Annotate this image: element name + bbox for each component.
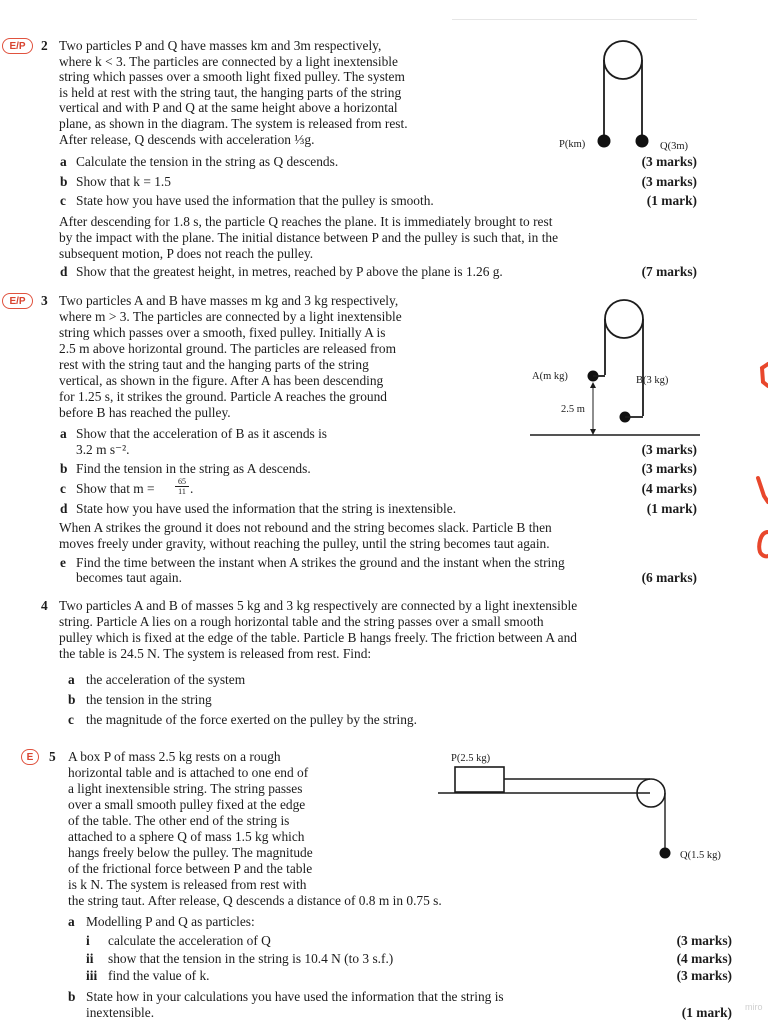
subpart-text: find the value of k. bbox=[108, 968, 210, 983]
subpart-numeral: ii bbox=[86, 951, 94, 966]
pulley-diagram bbox=[520, 290, 710, 440]
question-text-line: where m > 3. The particles are connected by a light inextensible bbox=[59, 309, 402, 324]
question-text-line: After release, Q descends with acceleration ⅓g. bbox=[59, 131, 315, 147]
part-letter: c bbox=[60, 481, 66, 496]
fraction-numerator: 65 bbox=[178, 477, 186, 486]
question-text-line: is held at rest with the string taut, the hanging parts of the string bbox=[59, 84, 402, 100]
part-letter: b bbox=[68, 989, 76, 1004]
question-text-line: for 1.25 s, it strikes the ground. Particle A reaches the ground bbox=[59, 389, 387, 404]
part-text: 3.2 m s⁻². bbox=[76, 442, 130, 457]
marks: (3 marks) bbox=[641, 442, 697, 457]
question-text-line: Two particles P and Q have masses km and 3m respectively, bbox=[59, 38, 382, 53]
marks: (3 marks) bbox=[676, 933, 732, 948]
question-text-line: the table is 24.5 N. The system is released from rest. Find: bbox=[59, 646, 372, 661]
part-text: the tension in the string bbox=[86, 692, 212, 707]
part-text: Show that the acceleration of B as it ascends is bbox=[76, 426, 328, 441]
part-text: Show that k = 1.5 bbox=[76, 174, 171, 189]
question-text-line: where k < 3. The particles are connected by a light inextensible bbox=[59, 53, 398, 69]
marks: (4 marks) bbox=[641, 481, 697, 496]
pulley-wheel bbox=[605, 300, 643, 338]
marks: (4 marks) bbox=[676, 951, 732, 966]
label-p: P(2.5 kg) bbox=[451, 753, 491, 764]
question-text-line: Two particles A and B of masses 5 kg and 3 kg respectively are connected by a light inextensible bbox=[59, 598, 578, 613]
question-number: 5 bbox=[49, 749, 56, 764]
question-text-line: When A strikes the ground it does not rebound and the string becomes slack. Particle B then bbox=[59, 520, 552, 535]
box-p bbox=[455, 767, 504, 792]
part-letter: b bbox=[68, 692, 76, 707]
table-pulley-diagram bbox=[430, 760, 680, 860]
marks: (3 marks) bbox=[641, 174, 697, 189]
marks: (3 marks) bbox=[641, 154, 697, 169]
sphere-q bbox=[660, 848, 671, 859]
part-letter: a bbox=[60, 154, 67, 169]
question-text-line: Two particles A and B have masses m kg and 3 kg respectively, bbox=[59, 293, 399, 308]
pulley-diagram bbox=[590, 36, 660, 156]
part-text: the acceleration of the system bbox=[86, 672, 246, 687]
label-q: Q(3m) bbox=[660, 141, 688, 152]
part-text: Show that the greatest height, in metres, reached by P above the plane is 1.26 g. bbox=[76, 264, 503, 279]
marks: (6 marks) bbox=[641, 570, 697, 585]
question-number: 2 bbox=[41, 38, 48, 53]
top-rule bbox=[452, 19, 697, 20]
marks: (1 mark) bbox=[646, 501, 697, 516]
marks: (1 mark) bbox=[646, 193, 697, 208]
question-text-line: a light inextensible string. The string passes bbox=[68, 781, 303, 796]
part-letter: b bbox=[60, 461, 68, 476]
marks: (1 mark) bbox=[681, 1005, 732, 1020]
question-text-line: string. Particle A lies on a rough horizontal table and the string passes over a small smooth bbox=[59, 614, 544, 629]
question-text-line: plane, as shown in the diagram. The system is released from rest. bbox=[59, 116, 408, 131]
question-text-line: by the impact with the plane. The initial distance between P and the pulley is such that, in the bbox=[59, 230, 559, 245]
part-text: State how you have used the information that the string is inextensible. bbox=[76, 501, 457, 516]
part-letter: c bbox=[60, 193, 66, 208]
fraction-dot: . bbox=[190, 481, 194, 496]
part-letter: d bbox=[60, 264, 68, 279]
question-number: 4 bbox=[41, 598, 48, 613]
part-text: Calculate the tension in the string as Q descends. bbox=[76, 154, 339, 169]
marks: (3 marks) bbox=[676, 968, 732, 983]
question-text-line: before B has reached the pulley. bbox=[59, 405, 231, 420]
part-text: Modelling P and Q as particles: bbox=[86, 914, 255, 929]
question-text-line: 2.5 m above horizontal ground. The particles are released from bbox=[59, 341, 396, 356]
watermark: miro bbox=[745, 1002, 763, 1012]
handwritten-annotation bbox=[750, 350, 768, 570]
part-letter: a bbox=[68, 914, 75, 929]
part-letter: d bbox=[60, 501, 68, 516]
exam-badge: E bbox=[21, 749, 39, 765]
part-text: Find the tension in the string as A descends. bbox=[76, 461, 311, 476]
part-text: State how you have used the information that the pulley is smooth. bbox=[76, 193, 434, 208]
question-text-line: over a small smooth pulley fixed at the edge bbox=[68, 797, 306, 812]
label-q: Q(1.5 kg) bbox=[680, 850, 721, 861]
part-letter: c bbox=[68, 712, 74, 727]
question-text-line: moves freely under gravity, without reaching the pulley, until the string becomes taut again. bbox=[59, 536, 550, 551]
question-text-line: of the table. The other end of the string is bbox=[68, 813, 290, 828]
question-text-line: is k N. The system is released from rest with bbox=[68, 877, 307, 892]
part-text: Show that m = bbox=[76, 481, 155, 496]
part-letter: b bbox=[60, 174, 68, 189]
label-b: B(3 kg) bbox=[636, 375, 669, 386]
particle-q bbox=[636, 135, 649, 148]
fraction-denominator: 11 bbox=[175, 486, 189, 496]
question-text-line: pulley which is fixed at the edge of the table. Particle B hangs freely. The friction between A and bbox=[59, 630, 577, 645]
question-text-line: After descending for 1.8 s, the particle Q reaches the plane. It is immediately brought to rest bbox=[59, 214, 553, 229]
part-letter: a bbox=[68, 672, 75, 687]
question-text-line: A box P of mass 2.5 kg rests on a rough bbox=[68, 749, 281, 764]
subpart-text: show that the tension in the string is 10.4 N (to 3 s.f.) bbox=[108, 951, 394, 966]
question-text-line: rest with the string taut and the hanging parts of the string bbox=[59, 357, 369, 372]
part-letter: a bbox=[60, 426, 67, 441]
label-p: P(km) bbox=[559, 139, 586, 150]
question-text-line: hangs freely below the pulley. The magnitude bbox=[68, 845, 313, 860]
part-text: becomes taut again. bbox=[76, 570, 182, 585]
question-text-line: of the frictional force between P and the table bbox=[68, 861, 313, 876]
particle-p bbox=[598, 135, 611, 148]
question-text-line: string which passes over a smooth, fixed pulley. Initially A is bbox=[59, 325, 386, 340]
label-height: 2.5 m bbox=[561, 404, 585, 415]
part-text: Find the time between the instant when A strikes the ground and the instant when the string bbox=[76, 555, 565, 570]
marks: (3 marks) bbox=[641, 461, 697, 476]
part-letter: e bbox=[60, 555, 66, 570]
question-text-line: vertical and with P and Q at the same height above a horizontal bbox=[59, 100, 398, 116]
part-text: State how in your calculations you have used the information that the string is bbox=[86, 989, 504, 1004]
annotation-stroke bbox=[758, 478, 768, 502]
question-text-line: attached to a sphere Q of mass 1.5 kg which bbox=[68, 829, 305, 844]
part-text: inextensible. bbox=[86, 1005, 155, 1020]
annotation-stroke bbox=[759, 532, 768, 556]
subpart-text: calculate the acceleration of Q bbox=[108, 933, 271, 948]
subpart-numeral: i bbox=[86, 933, 90, 948]
question-text-line: string which passes over a smooth light fixed pulley. The system bbox=[59, 69, 405, 85]
annotation-stroke bbox=[762, 364, 768, 386]
marks: (7 marks) bbox=[641, 264, 697, 279]
question-text-line: vertical, as shown in the figure. After A has been descending bbox=[59, 373, 384, 388]
question-text-line: subsequent motion, P does not reach the pulley. bbox=[59, 246, 314, 261]
question-text-line: the string taut. After release, Q descends a distance of 0.8 m in 0.75 s. bbox=[68, 893, 442, 908]
fraction bbox=[175, 477, 189, 496]
label-a: A(m kg) bbox=[532, 371, 568, 382]
subpart-numeral: iii bbox=[86, 968, 98, 983]
exam-practice-badge: E/P bbox=[2, 293, 33, 309]
pulley-wheel bbox=[604, 41, 642, 79]
exam-practice-badge: E/P bbox=[2, 38, 33, 54]
question-number: 3 bbox=[41, 293, 48, 308]
question-text-line: horizontal table and is attached to one end of bbox=[68, 765, 309, 780]
part-text: the magnitude of the force exerted on the pulley by the string. bbox=[86, 712, 417, 727]
